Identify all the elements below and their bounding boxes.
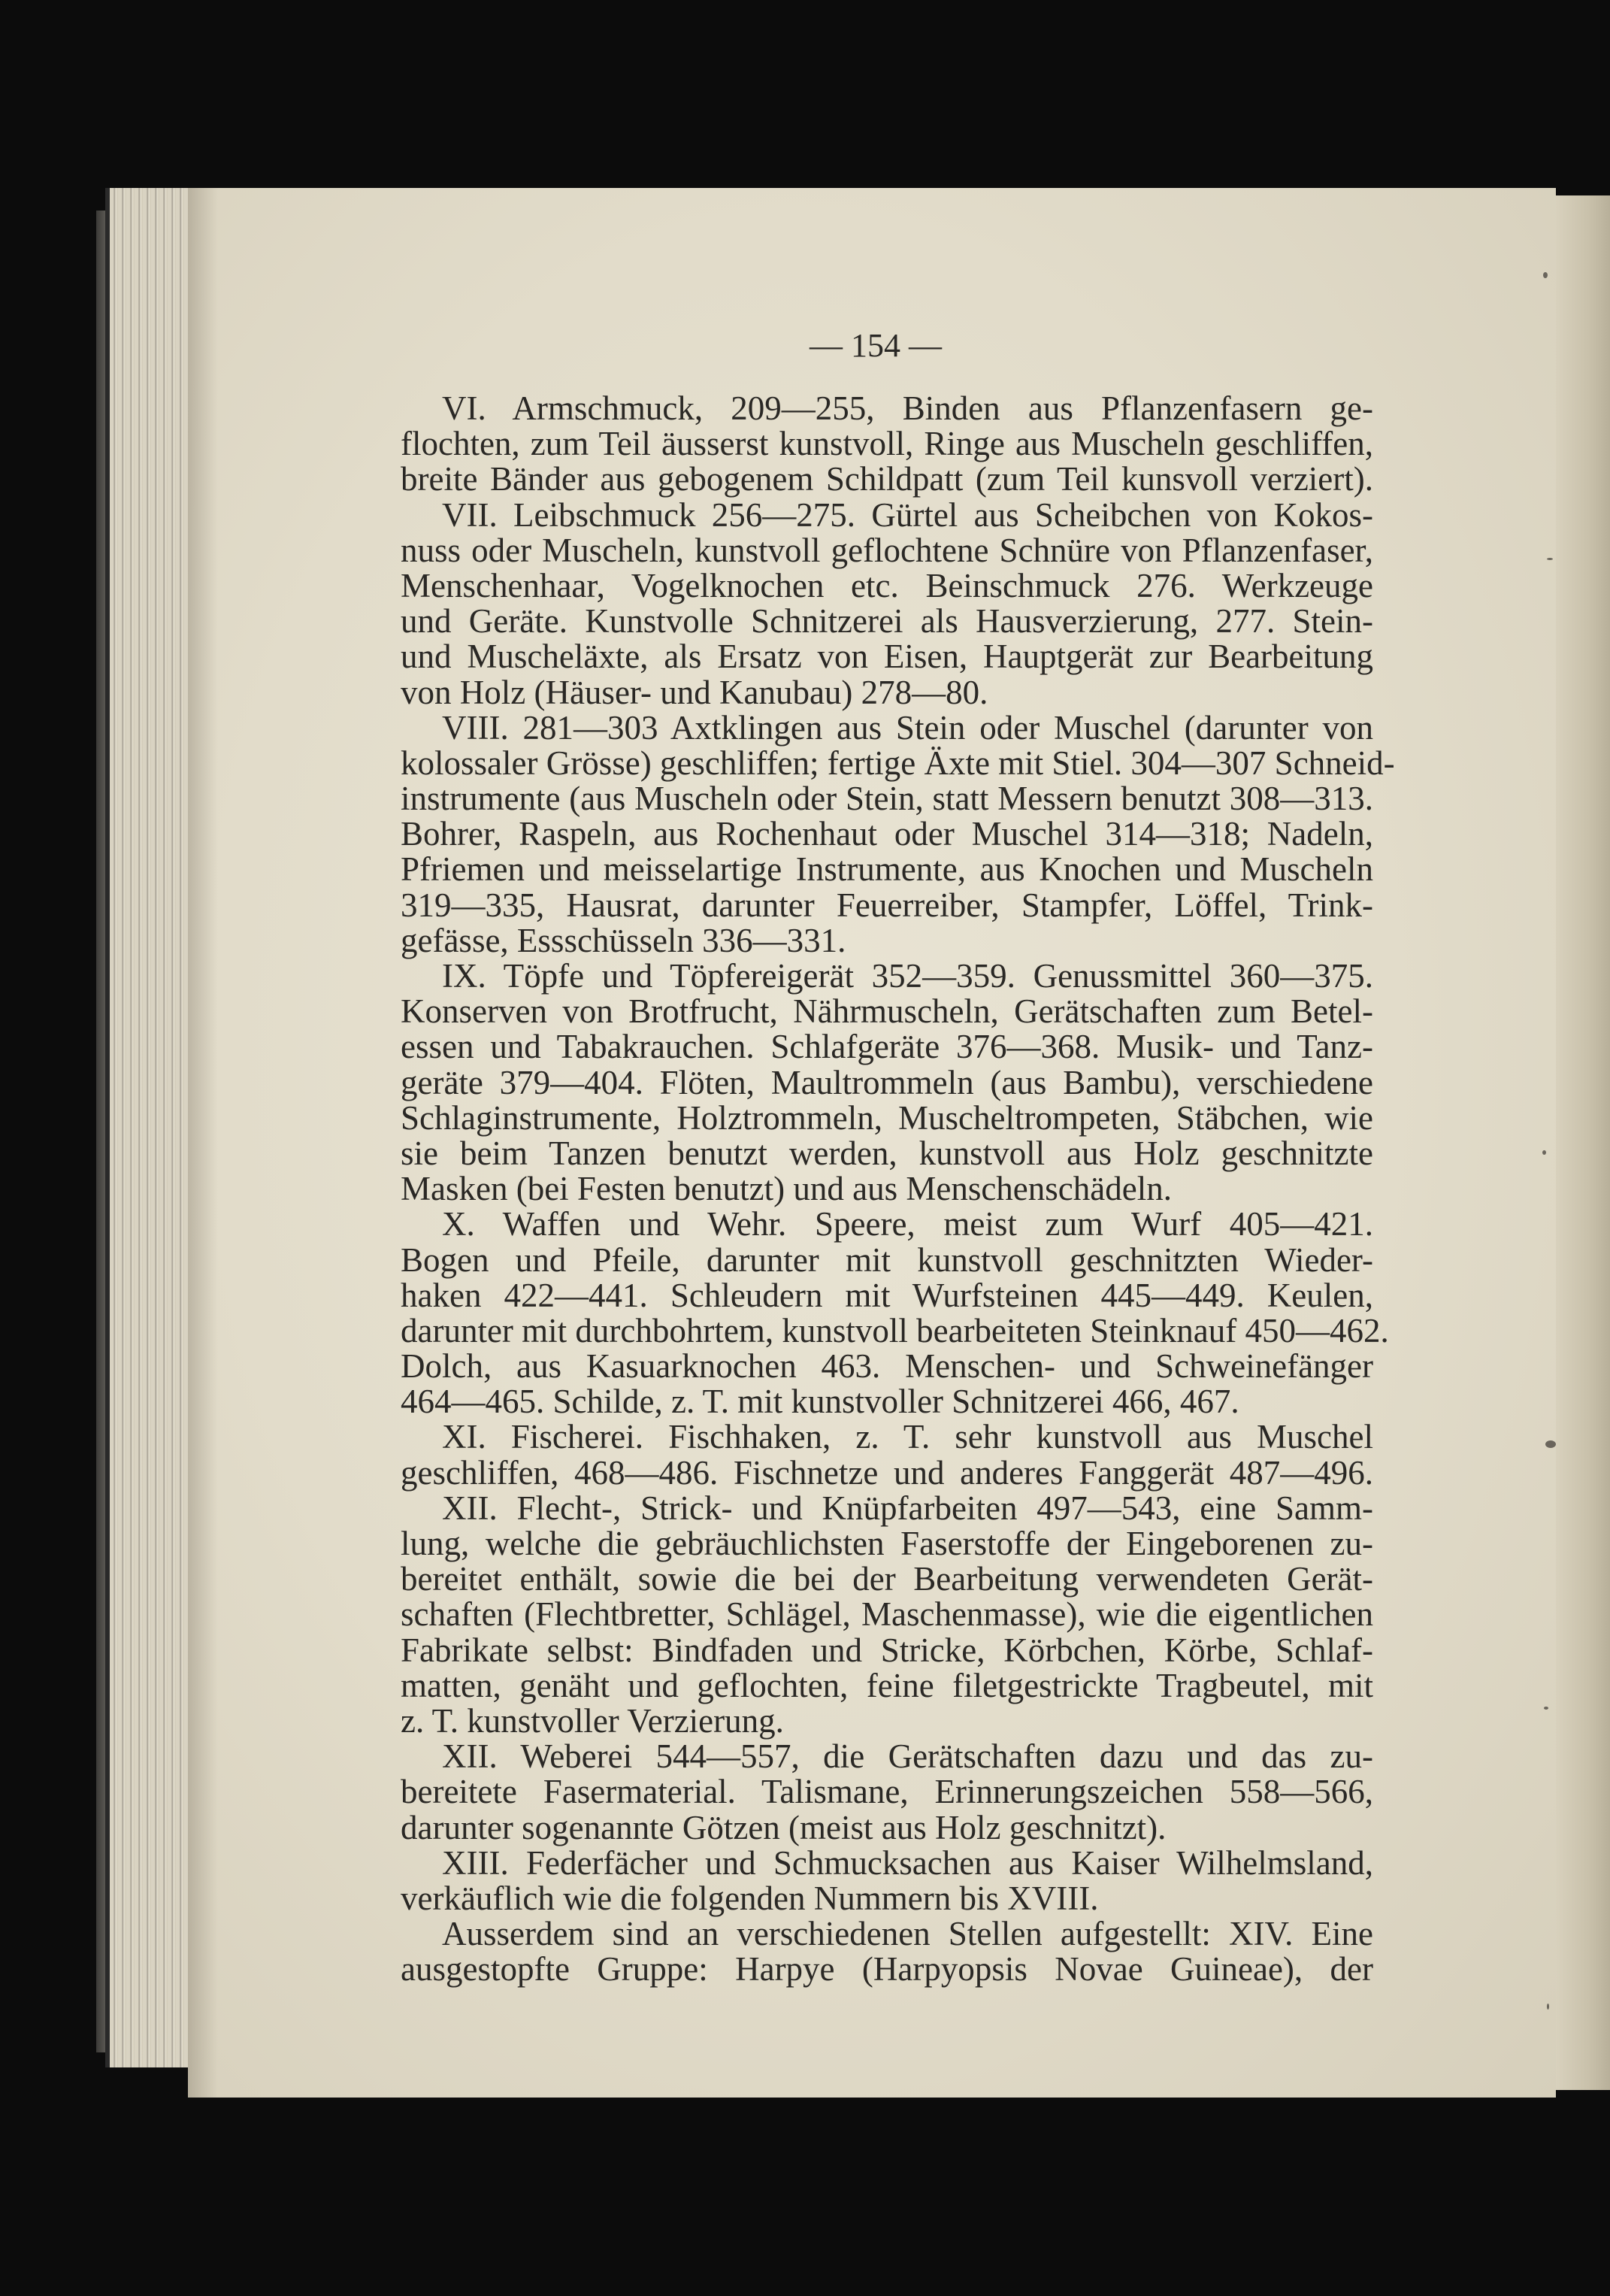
text-line: essen und Tabakrauchen. Schlafgeräte 376—368. Musik- und Tanz- — [401, 1028, 1373, 1066]
text-line: lung, welche die gebräuchlichsten Faserstoffe der Eingeborenen zu- — [401, 1525, 1373, 1562]
margin-speck — [1542, 1150, 1546, 1155]
text-line: geräte 379—404. Flöten, Maultrommeln (aus Bambu), verschiedene — [401, 1063, 1373, 1101]
text-line: XIII. Federfächer und Schmucksachen aus Kaiser Wilhelmsland, — [442, 1843, 1373, 1882]
text-line: XI. Fischerei. Fischhaken, z. T. sehr kunstvoll aus Muschel — [442, 1418, 1373, 1456]
gutter-shadow — [188, 188, 218, 2098]
text-line: flochten, zum Teil äusserst kunstvoll, Ringe aus Muscheln geschliffen, — [401, 425, 1373, 463]
text-line: X. Waffen und Wehr. Speere, meist zum Wurf 405—421. — [442, 1205, 1373, 1243]
text-line: schaften (Flechtbretter, Schlägel, Maschenmasse), wie die eigentlichen — [401, 1595, 1373, 1634]
text-line: matten, genäht und geflochten, feine filetgestrickte Tragbeutel, mit — [401, 1666, 1373, 1704]
text-line: 319—335, Hausrat, darunter Feuerreiber, Stampfer, Löffel, Trink- — [401, 886, 1373, 924]
text-line: Bohrer, Raspeln, aus Rochenhaut oder Muschel 314—318; Nadeln, — [401, 815, 1373, 853]
text-line: VIII. 281—303 Axtklingen aus Stein oder Muschel (darunter von — [442, 708, 1373, 747]
text-line: XII. Weberei 544—557, die Gerätschaften dazu und das zu- — [442, 1737, 1373, 1776]
text-line: IX. Töpfe und Töpfereigerät 352—359. Genussmittel 360—375. — [442, 957, 1373, 995]
text-line: haken 422—441. Schleudern mit Wurfsteinen 445—449. Keulen, — [401, 1276, 1373, 1314]
text-line: 464—465. Schilde, z. T. mit kunstvoller Schnitzerei 466, 467. — [401, 1383, 1239, 1421]
facing-page-edge — [1556, 195, 1610, 2090]
text-line: bereitet enthält, sowie die bei der Bearbeitung verwendeten Gerät- — [401, 1560, 1373, 1598]
text-line: und Geräte. Kunstvolle Schnitzerei als Hausverzierung, 277. Stein- — [401, 602, 1373, 641]
page-number: — 154 — — [810, 327, 942, 364]
text-line: Menschenhaar, Vogelknochen etc. Beinschmuck 276. Werkzeuge — [401, 566, 1373, 604]
text-line: XII. Flecht-, Strick- und Knüpfarbeiten 497—543, eine Samm- — [442, 1489, 1373, 1527]
text-line: Masken (bei Festen benutzt) und aus Menschenschädeln. — [401, 1170, 1172, 1208]
text-line: darunter mit durchbohrtem, kunstvoll bearbeiteten Steinknauf 450—462. — [401, 1311, 1389, 1349]
text-line: bereitete Fasermaterial. Talismane, Erinnerungszeichen 558—566, — [401, 1773, 1373, 1811]
book-page-edges — [105, 188, 192, 2067]
text-line: von Holz (Häuser- und Kanubau) 278—80. — [401, 673, 988, 711]
text-line: instrumente (aus Muscheln oder Stein, statt Messern benutzt 308—313. — [401, 780, 1373, 818]
text-line: Bogen und Pfeile, darunter mit kunstvoll geschnitzten Wieder- — [401, 1240, 1373, 1279]
margin-speck — [1545, 1440, 1556, 1448]
text-line: verkäuflich wie die folgenden Nummern bis XVIII. — [401, 1879, 1099, 1917]
text-line: darunter sogenannte Götzen (meist aus Holz geschnitzt). — [401, 1808, 1167, 1846]
margin-speck — [1543, 272, 1548, 278]
text-line: nuss oder Muscheln, kunstvoll geflochtene Schnüre von Pflanzenfaser, — [401, 531, 1373, 569]
text-line: Schlaginstrumente, Holztrommeln, Muscheltrompeten, Stäbchen, wie — [401, 1098, 1373, 1137]
margin-speck — [1544, 1707, 1548, 1710]
text-line: Dolch, aus Kasuarknochen 463. Menschen- und Schweinefänger — [401, 1347, 1373, 1386]
text-line: Pfriemen und meisselartige Instrumente, aus Knochen und Muscheln — [401, 850, 1373, 889]
text-line: geschliffen, 468—486. Fischnetze und anderes Fanggerät 487—496. — [401, 1453, 1373, 1492]
text-line: Fabrikate selbst: Bindfaden und Stricke, Körbchen, Körbe, Schlaf- — [401, 1631, 1373, 1669]
text-line: ausgestopfte Gruppe: Harpye (Harpyopsis Novae Guineae), der — [401, 1950, 1373, 1989]
margin-speck — [1547, 2004, 1549, 2010]
page-text — [401, 323, 1395, 1989]
text-line: breite Bänder aus gebogenem Schildpatt (zum Teil kunsvoll verziert). — [401, 460, 1373, 498]
text-line: und Muscheläxte, als Ersatz von Eisen, Hauptgerät zur Bearbeitung — [401, 638, 1373, 676]
text-line: sie beim Tanzen benutzt werden, kunstvoll aus Holz geschnitzte — [401, 1134, 1373, 1172]
margin-speck — [1547, 558, 1553, 560]
text-lines — [401, 389, 1395, 1989]
text-line: gefässe, Essschüsseln 336—331. — [401, 921, 846, 959]
text-line: Ausserdem sind an verschiedenen Stellen aufgestellt: XIV. Eine — [442, 1915, 1373, 1953]
text-line: VII. Leibschmuck 256—275. Gürtel aus Scheibchen von Kokos- — [442, 495, 1373, 534]
text-line: kolossaler Grösse) geschliffen; fertige Äxte mit Stiel. 304—307 Schneid- — [401, 744, 1395, 782]
text-line: z. T. kunstvoller Verzierung. — [401, 1701, 784, 1740]
text-line: Konserven von Brotfrucht, Nährmuscheln, Gerätschaften zum Betel- — [401, 992, 1373, 1031]
text-line: VI. Armschmuck, 209—255, Binden aus Pflanzenfasern ge- — [442, 389, 1373, 427]
